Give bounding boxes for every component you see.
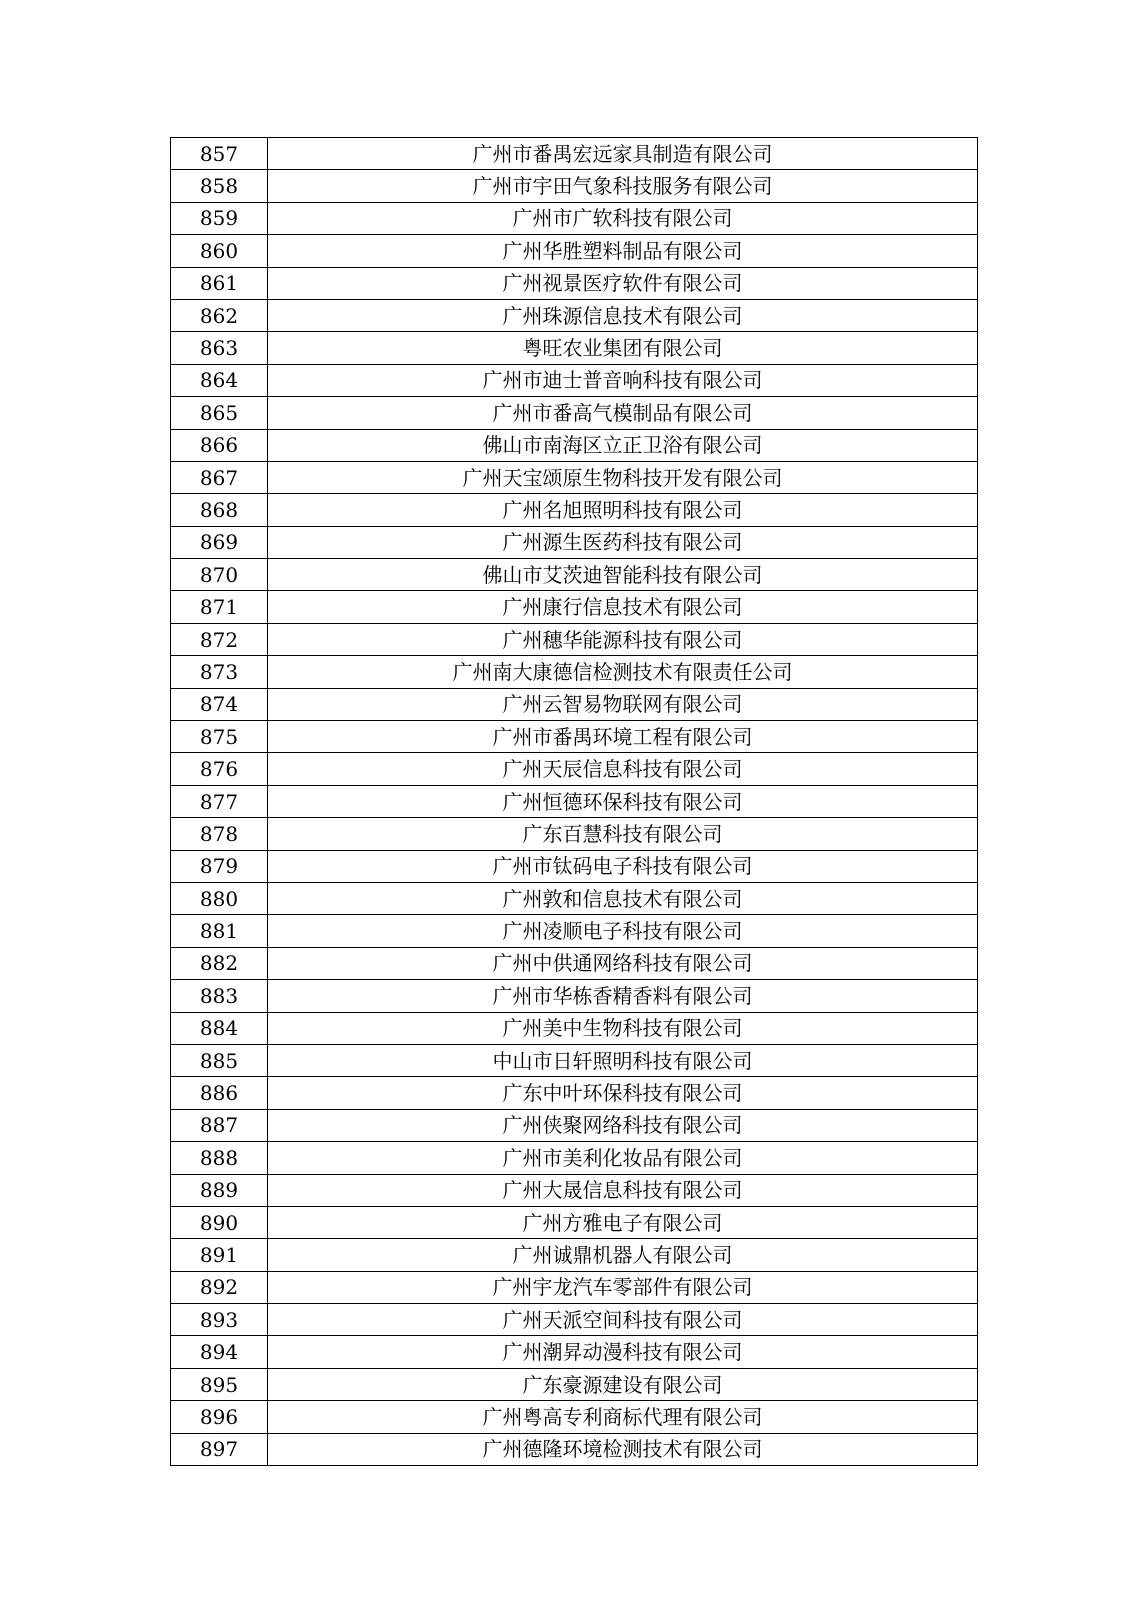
company-name: 广州中供通网络科技有限公司 <box>268 947 978 979</box>
row-number: 880 <box>171 882 268 914</box>
row-number: 883 <box>171 980 268 1012</box>
row-number: 861 <box>171 267 268 299</box>
row-number: 886 <box>171 1077 268 1109</box>
table-row <box>171 332 978 364</box>
row-number: 857 <box>171 138 268 170</box>
company-name: 广州侠聚网络科技有限公司 <box>268 1109 978 1141</box>
table-row <box>171 721 978 753</box>
row-number: 884 <box>171 1012 268 1044</box>
company-name: 广州凌顺电子科技有限公司 <box>268 915 978 947</box>
table-row <box>171 299 978 331</box>
company-name: 广州诚鼎机器人有限公司 <box>268 1239 978 1271</box>
row-number: 866 <box>171 429 268 461</box>
table-row <box>171 623 978 655</box>
table-row <box>171 688 978 720</box>
table-row <box>171 1012 978 1044</box>
table-row <box>171 429 978 461</box>
table-row <box>171 526 978 558</box>
row-number: 894 <box>171 1336 268 1368</box>
table-row <box>171 1336 978 1368</box>
table-row <box>171 1142 978 1174</box>
table-row <box>171 915 978 947</box>
row-number: 871 <box>171 591 268 623</box>
table-row <box>171 850 978 882</box>
row-number: 892 <box>171 1271 268 1303</box>
company-name: 广州美中生物科技有限公司 <box>268 1012 978 1044</box>
company-name: 广州恒德环保科技有限公司 <box>268 785 978 817</box>
company-name: 广州市华栋香精香料有限公司 <box>268 980 978 1012</box>
row-number: 873 <box>171 656 268 688</box>
company-name: 广州宇龙汽车零部件有限公司 <box>268 1271 978 1303</box>
row-number: 864 <box>171 364 268 396</box>
row-number: 868 <box>171 494 268 526</box>
table-row <box>171 364 978 396</box>
company-name: 广州市钛码电子科技有限公司 <box>268 850 978 882</box>
table-row <box>171 785 978 817</box>
company-name: 广东豪源建设有限公司 <box>268 1368 978 1400</box>
company-name: 广州市美利化妆品有限公司 <box>268 1142 978 1174</box>
company-name: 广州源生医药科技有限公司 <box>268 526 978 558</box>
table-row <box>171 1077 978 1109</box>
company-name: 广州珠源信息技术有限公司 <box>268 299 978 331</box>
company-name: 广州康行信息技术有限公司 <box>268 591 978 623</box>
table-row <box>171 267 978 299</box>
table-row <box>171 656 978 688</box>
company-name: 广州粤高专利商标代理有限公司 <box>268 1401 978 1433</box>
row-number: 859 <box>171 202 268 234</box>
table-row <box>171 1304 978 1336</box>
company-name: 广东中叶环保科技有限公司 <box>268 1077 978 1109</box>
table-row <box>171 980 978 1012</box>
row-number: 872 <box>171 623 268 655</box>
company-name: 广州名旭照明科技有限公司 <box>268 494 978 526</box>
row-number: 878 <box>171 818 268 850</box>
row-number: 885 <box>171 1044 268 1076</box>
company-name: 广州市番禺宏远家具制造有限公司 <box>268 138 978 170</box>
company-list-table <box>170 137 978 1466</box>
company-name: 广东百慧科技有限公司 <box>268 818 978 850</box>
company-name: 广州德隆环境检测技术有限公司 <box>268 1433 978 1465</box>
company-name: 佛山市艾茨迪智能科技有限公司 <box>268 559 978 591</box>
table-row <box>171 202 978 234</box>
row-number: 882 <box>171 947 268 979</box>
table-row <box>171 559 978 591</box>
row-number: 863 <box>171 332 268 364</box>
company-name: 广州天辰信息科技有限公司 <box>268 753 978 785</box>
table-row <box>171 818 978 850</box>
row-number: 865 <box>171 397 268 429</box>
company-name: 广州方雅电子有限公司 <box>268 1206 978 1238</box>
company-name: 广州南大康德信检测技术有限责任公司 <box>268 656 978 688</box>
company-name: 广州华胜塑料制品有限公司 <box>268 235 978 267</box>
row-number: 890 <box>171 1206 268 1238</box>
row-number: 867 <box>171 461 268 493</box>
row-number: 887 <box>171 1109 268 1141</box>
row-number: 858 <box>171 170 268 202</box>
row-number: 895 <box>171 1368 268 1400</box>
company-name: 广州市迪士普音响科技有限公司 <box>268 364 978 396</box>
company-name: 广州天派空间科技有限公司 <box>268 1304 978 1336</box>
table-row <box>171 591 978 623</box>
row-number: 896 <box>171 1401 268 1433</box>
row-number: 889 <box>171 1174 268 1206</box>
table-row <box>171 461 978 493</box>
row-number: 888 <box>171 1142 268 1174</box>
row-number: 876 <box>171 753 268 785</box>
table-row <box>171 138 978 170</box>
table-row <box>171 170 978 202</box>
row-number: 862 <box>171 299 268 331</box>
company-name: 广州潮昇动漫科技有限公司 <box>268 1336 978 1368</box>
table-row <box>171 1401 978 1433</box>
row-number: 870 <box>171 559 268 591</box>
table-row <box>171 235 978 267</box>
company-name: 广州穗华能源科技有限公司 <box>268 623 978 655</box>
row-number: 879 <box>171 850 268 882</box>
table-row <box>171 1368 978 1400</box>
table-row <box>171 494 978 526</box>
company-name: 佛山市南海区立正卫浴有限公司 <box>268 429 978 461</box>
company-name: 粤旺农业集团有限公司 <box>268 332 978 364</box>
table-row <box>171 947 978 979</box>
row-number: 860 <box>171 235 268 267</box>
row-number: 891 <box>171 1239 268 1271</box>
table-row <box>171 1271 978 1303</box>
company-name: 广州大晟信息科技有限公司 <box>268 1174 978 1206</box>
company-name: 广州视景医疗软件有限公司 <box>268 267 978 299</box>
row-number: 893 <box>171 1304 268 1336</box>
row-number: 875 <box>171 721 268 753</box>
company-name: 广州市广软科技有限公司 <box>268 202 978 234</box>
company-name: 广州云智易物联网有限公司 <box>268 688 978 720</box>
row-number: 897 <box>171 1433 268 1465</box>
company-name: 广州天宝颂原生物科技开发有限公司 <box>268 461 978 493</box>
table-row <box>171 1044 978 1076</box>
row-number: 877 <box>171 785 268 817</box>
table-row <box>171 753 978 785</box>
table-row <box>171 1109 978 1141</box>
company-name: 中山市日轩照明科技有限公司 <box>268 1044 978 1076</box>
table-row <box>171 1239 978 1271</box>
row-number: 881 <box>171 915 268 947</box>
table-row <box>171 1206 978 1238</box>
company-name: 广州市番高气模制品有限公司 <box>268 397 978 429</box>
table-row <box>171 397 978 429</box>
row-number: 874 <box>171 688 268 720</box>
table-row <box>171 1433 978 1465</box>
company-name: 广州敦和信息技术有限公司 <box>268 882 978 914</box>
company-name: 广州市番禺环境工程有限公司 <box>268 721 978 753</box>
company-list-body <box>171 138 978 1466</box>
table-row <box>171 1174 978 1206</box>
row-number: 869 <box>171 526 268 558</box>
table-row <box>171 882 978 914</box>
company-name: 广州市宇田气象科技服务有限公司 <box>268 170 978 202</box>
